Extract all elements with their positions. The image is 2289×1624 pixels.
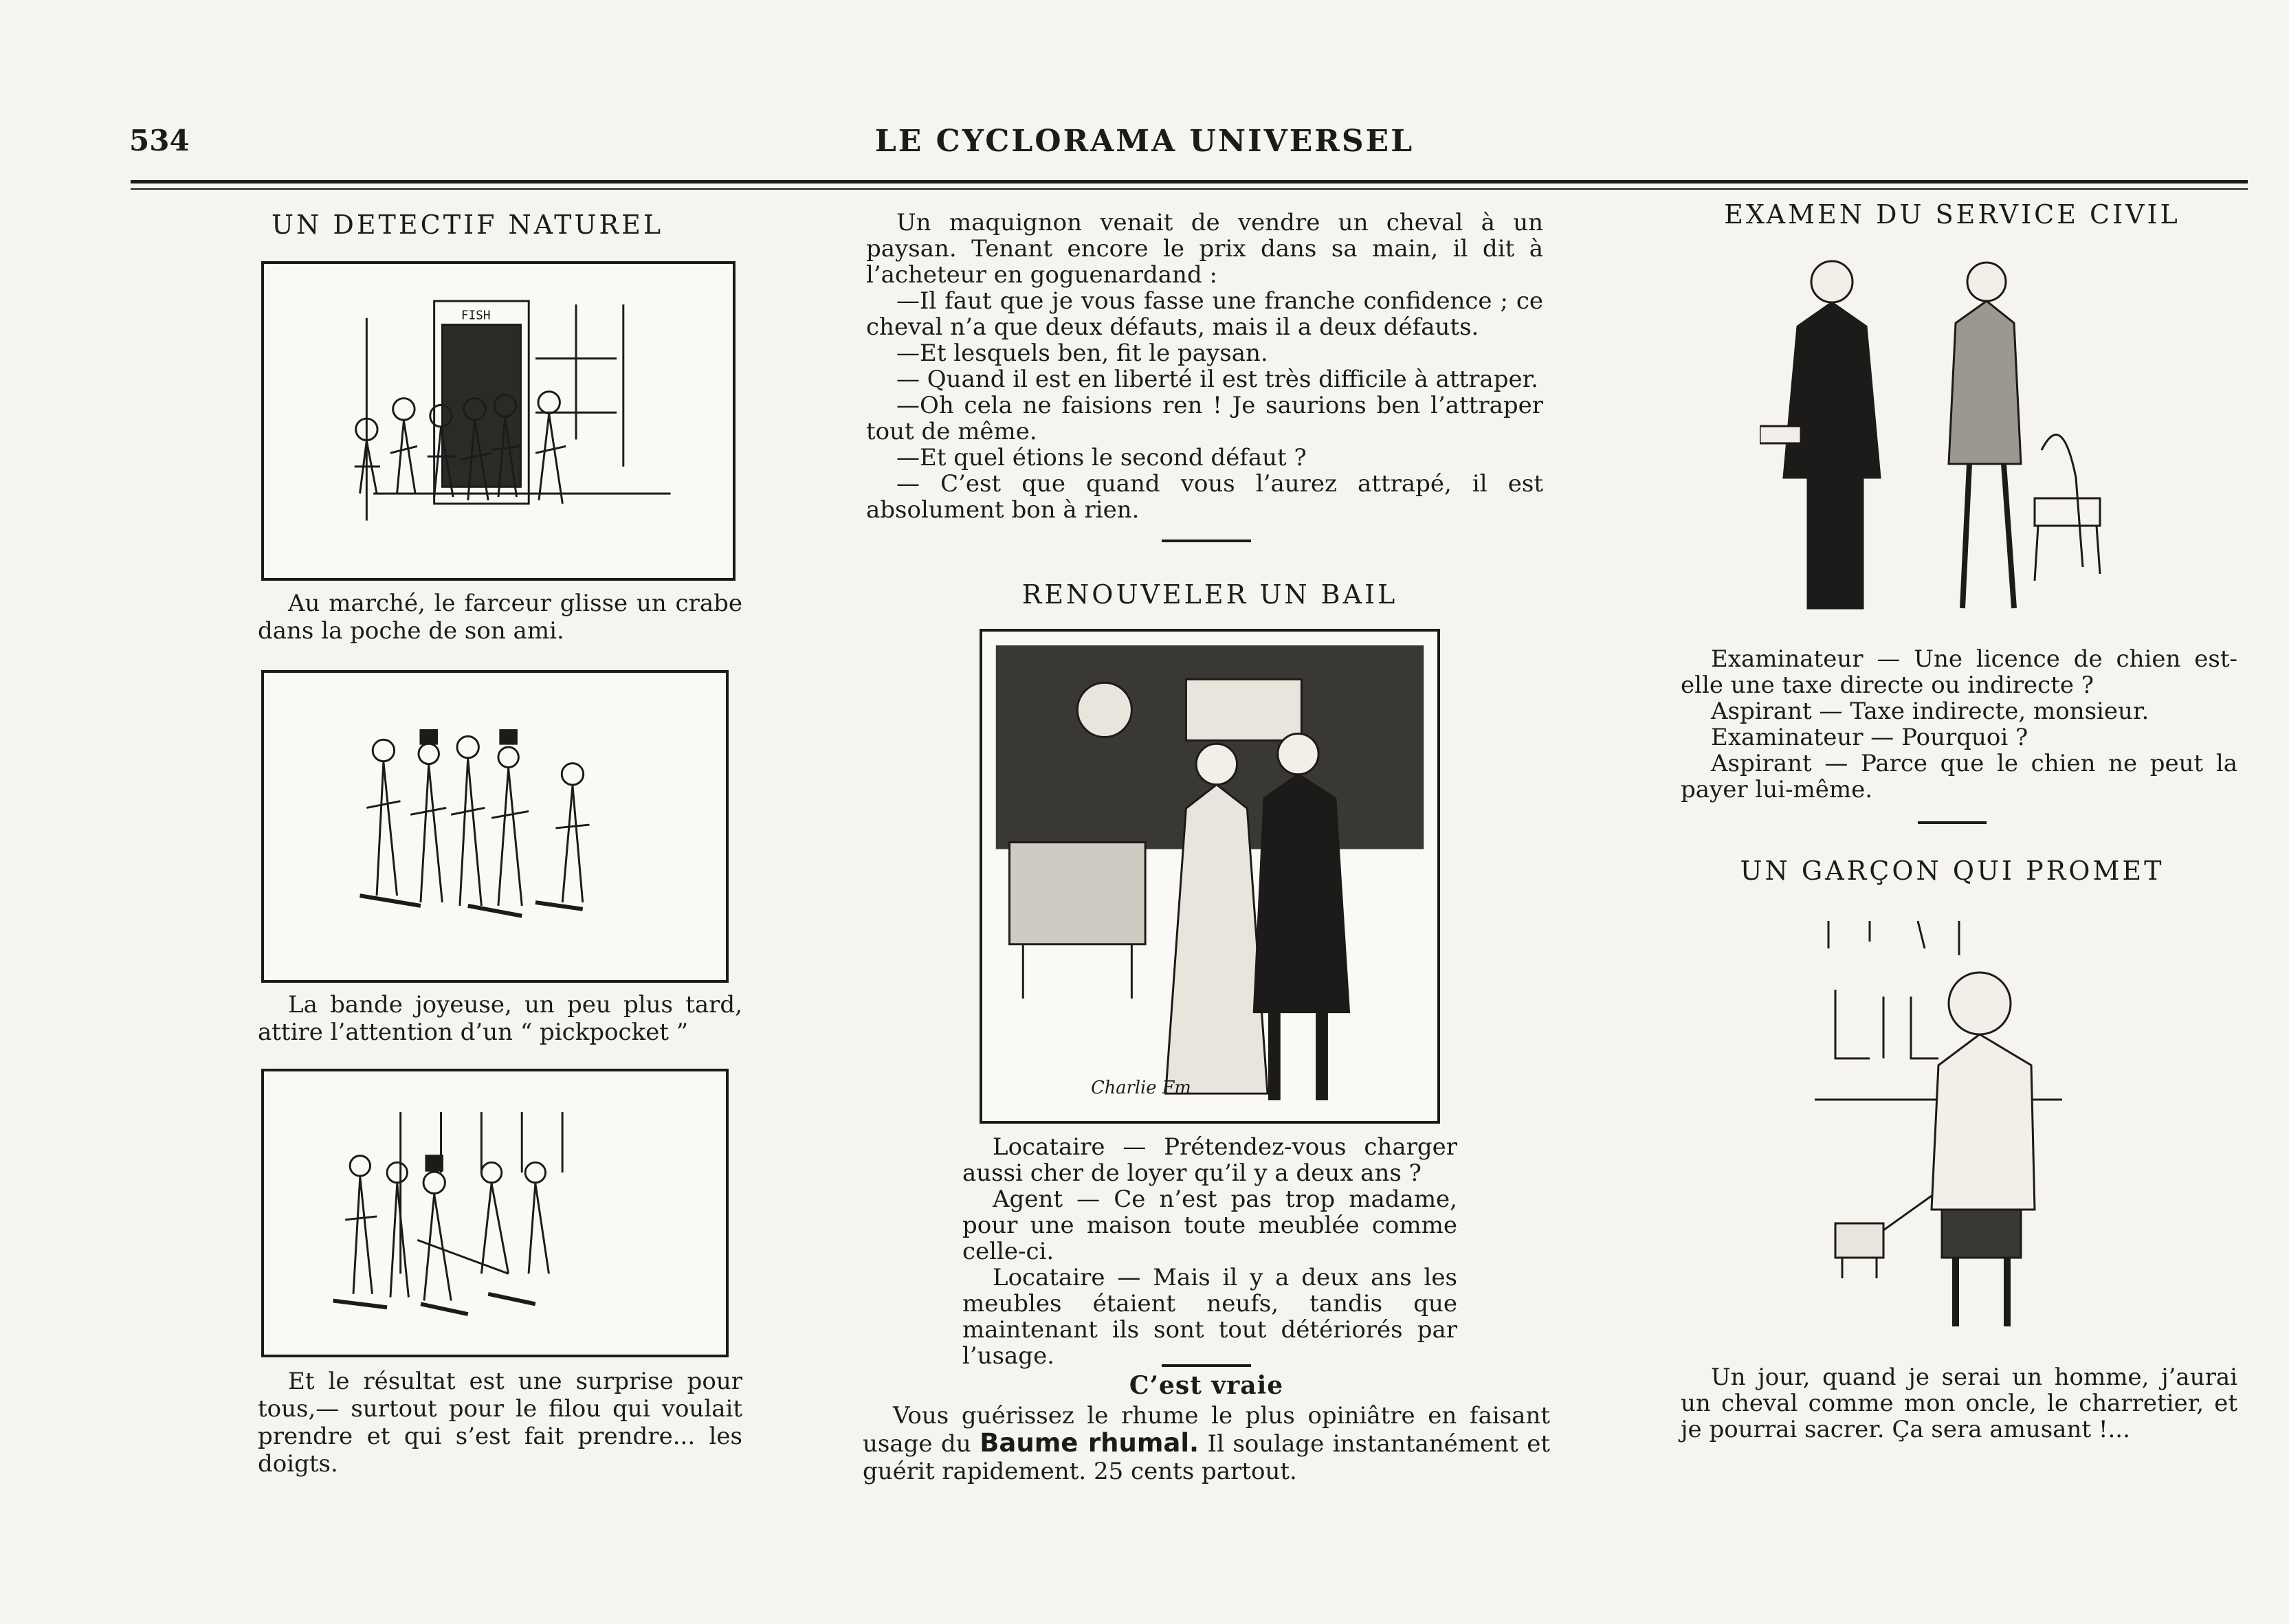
exam-dialogue: Examinateur — Une licence de chien est-elle une taxe directe ou indirecte ? Aspirant — Taxe indirecte, monsieur. Examinateur — Pourquoi ? Aspirant — Parce que le chien ne peut la payer lui-même. [1681,645,2237,803]
product-name: Baume rhumal. [980,1428,1199,1458]
lease-renewal-illustration [980,629,1440,1124]
caption-1: Au marché, le farceur glisse un crabe dans la poche de son ami. [258,590,742,645]
right-section-title-2: UN GARÇON QUI PROMET [1740,856,2165,886]
horse-dealer-story: Un maquignon venait de vendre un cheval à un paysan. Tenant encore le prix dans sa main, il dit à l’acheteur en goguenardand : —Il faut que je vous fasse une franche confidence ; ce cheval n’a que deux défauts, mais il a deux défauts. —Et lesquels ben, fit le paysan. — Quand il est en liberté il est très difficile à attraper. —Oh cela ne faisions ren ! Je saurions ben l’attraper tout de même. —Et quel étions le second défaut ? — C’est que quand vous l’aurez attrapé, il est absolument bon à rien. [866,209,1543,524]
running-title: LE CYCLORAMA UNIVERSEL [874,124,1415,159]
ad-heading: C’est vraie [1129,1371,1284,1400]
joyful-band-illustration [264,673,726,980]
balm-advertisement: Vous guérissez le rhume le plus opiniâtre en faisant usage du Baume rhumal. Il soulage instantanément et guérit rapidement. 25 cents partout. [863,1402,1551,1485]
header-rule-thin [131,188,2248,190]
fish-sign: FISH [461,309,491,323]
right-divider [1918,821,1987,824]
right-section-title-1: EXAMEN DU SERVICE CIVIL [1724,199,2180,230]
civil-service-exam-illustration [1760,251,2145,632]
cartoon-panel-3 [261,1069,729,1357]
left-section-title: UN DETECTIF NATUREL [272,210,664,240]
pickpocket-surprise-illustration [264,1071,726,1355]
lease-dialogue: Locataire — Prétendez-vous charger aussi cher de loyer qu’il y a deux ans ? Agent — Ce n’est pas trop madame, pour une maison toute meublée comme celle-ci. Locataire — Mais il y a deux ans les meubles étaient neufs, tandis que maintenant ils sont tout détériorés par l’usage. [962,1133,1457,1370]
caption-3: Et le résultat est une surprise pour tous,— surtout pour le filou qui voulait prendre et qui s’est fait prendre... les doigts. [258,1368,742,1478]
page-number: 534 [129,124,190,157]
artist-signature: Charlie Fm [1091,1078,1191,1099]
section-divider [1162,540,1251,542]
header-rule-thick [131,180,2248,183]
boy-caption: Un jour, quand je serai un homme, j’aurai un cheval comme mon oncle, le charretier, et je pourrai sacrer. Ça sera amusant !... [1681,1364,2237,1443]
market-scene-illustration [264,264,733,578]
middle-section-title: RENOUVELER UN BAIL [1021,579,1398,610]
ad-divider [1162,1364,1251,1367]
caption-2: La bande joyeuse, un peu plus tard, attire l’attention d’un “ pickpocket ” [258,991,742,1046]
promising-boy-illustration [1815,907,2062,1347]
cartoon-panel-2 [261,670,729,983]
cartoon-panel-1 [261,261,736,581]
